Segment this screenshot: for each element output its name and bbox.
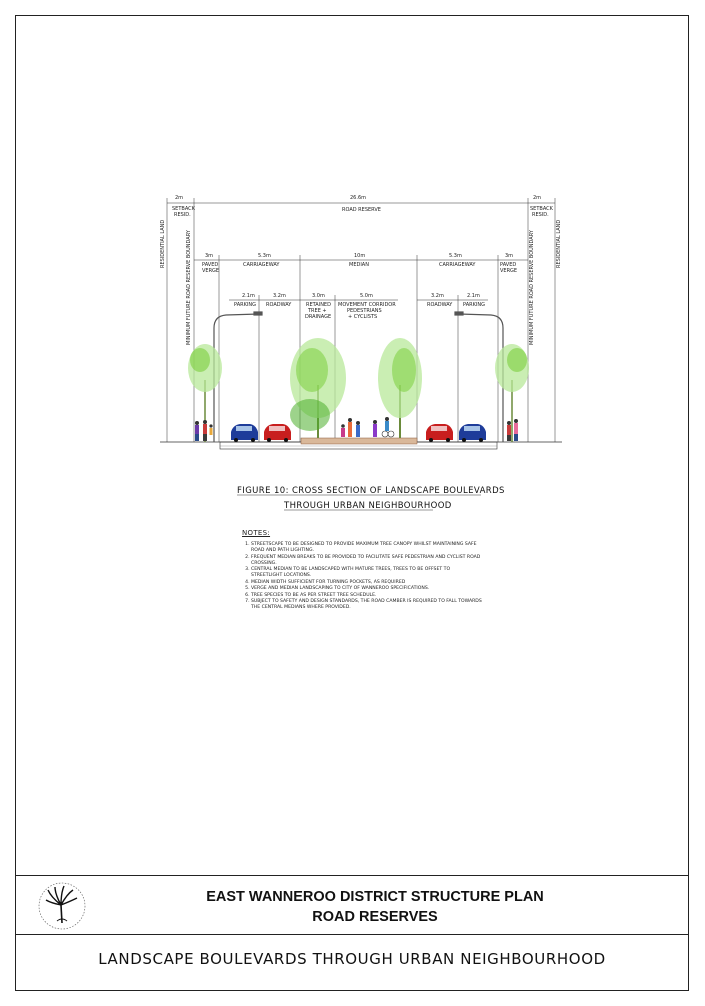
paved-verge-left-label: PAVED VERGE	[202, 262, 220, 274]
boundary-right-label: MINIMUM FUTURE ROAD RESERVE BOUNDARY	[529, 230, 535, 345]
roadway-left-width: 3.2m	[273, 293, 286, 299]
note-item: 7. SUBJECT TO SAFETY AND DESIGN STANDARDS, THE ROAD CAMBER IS REQUIRED TO FALL TOWARDS THE CENTRAL MEDIANS WHERE PROVIDED.	[251, 599, 482, 611]
carriageway-right-label: CARRIAGEWAY	[439, 262, 476, 268]
corridor-label: MOVEMENT CORRIDOR PEDESTRIANS + CYCLISTS	[338, 302, 396, 320]
paved-verge-left-width: 3m	[205, 253, 214, 259]
parking-right-width: 2.1m	[467, 293, 480, 299]
setback-left-label: SETBACK RESID.	[172, 206, 195, 218]
title-block	[15, 875, 689, 991]
pedestrians-median	[341, 417, 394, 437]
corridor-width: 5.0m	[360, 293, 373, 299]
car-blue-left	[231, 424, 258, 442]
carriageway-right-width: 5.3m	[449, 253, 462, 259]
roadway-right-width: 3.2m	[431, 293, 444, 299]
median-soil	[301, 438, 417, 444]
car-red-right	[426, 424, 453, 442]
note-item: 5. VERGE AND MEDIAN LANDSCAPING TO CITY OF WANNEROO SPECIFICATIONS.	[251, 586, 482, 592]
road-reserve-label: ROAD RESERVE	[342, 207, 381, 213]
notes-heading: NOTES:	[242, 529, 271, 537]
notes-section	[242, 530, 482, 612]
setback-right-label: SETBACK RESID.	[530, 206, 553, 218]
car-red-left	[264, 424, 291, 442]
street-light-left	[214, 312, 262, 442]
tree-median-right	[378, 338, 422, 438]
figure-caption-line2: THROUGH URBAN NEIGHBOURHOOD	[284, 501, 452, 511]
note-item: 2. FREQUENT MEDIAN BREAKS TO BE PROVIDED TO FACILITATE SAFE PEDESTRIAN AND CYCLIST ROAD CROSSING.	[251, 555, 482, 567]
roadway-left-label: ROADWAY	[266, 302, 292, 308]
road-reserve-width: 26.6m	[350, 195, 367, 201]
carriageway-left-label: CARRIAGEWAY	[243, 262, 280, 268]
tree-median-left	[290, 338, 346, 438]
paved-verge-right-width: 3m	[505, 253, 514, 259]
road-reserve-dimensions	[167, 198, 555, 442]
note-item: 4. MEDIAN WIDTH SUFFICIENT FOR TURNING POCKETS, AS REQUIRED	[251, 580, 482, 586]
retained-label: RETAINED TREE + DRAINAGE	[305, 302, 332, 320]
note-item: 3. CENTRAL MEDIAN TO BE LANDSCAPED WITH MATURE TREES, TREES TO BE OFFSET TO STREETLIGHT LOCATIONS.	[251, 567, 482, 579]
median-label: MEDIAN	[349, 262, 369, 268]
carriageway-left-width: 5.3m	[258, 253, 271, 259]
plan-title: EAST WANNEROO DISTRICT STRUCTURE PLAN	[206, 889, 544, 905]
residential-land-right-label: RESIDENTIAL LAND	[556, 219, 562, 268]
roadway-right-label: ROADWAY	[427, 302, 453, 308]
sheet-title: LANDSCAPE BOULEVARDS THROUGH URBAN NEIGHBOURHOOD	[98, 950, 606, 968]
boundary-left-label: MINIMUM FUTURE ROAD RESERVE BOUNDARY	[186, 230, 192, 345]
tree-right-verge	[495, 344, 529, 442]
car-blue-right	[459, 424, 486, 442]
note-item: 6. TREE SPECIES TO BE AS PER STREET TREE SCHEDULE.	[251, 593, 482, 599]
paved-verge-right-label: PAVED VERGE	[500, 262, 518, 274]
residential-land-left-label: RESIDENTIAL LAND	[160, 219, 166, 268]
note-item: 1. STREETSCAPE TO BE DESIGNED TO PROVIDE MAXIMUM TREE CANOPY WHILST MAINTAINING SAFE ROAD AND PATH LIGHTING.	[251, 542, 482, 554]
setback-left-width: 2m	[175, 195, 184, 201]
parking-left-width: 2.1m	[242, 293, 255, 299]
plan-subtitle: ROAD RESERVES	[312, 909, 438, 925]
notes-list	[242, 542, 482, 611]
parking-left-label: PARKING	[234, 302, 256, 308]
pedestrians-left	[195, 420, 213, 441]
median-width: 10m	[354, 253, 366, 259]
retained-width: 3.0m	[312, 293, 325, 299]
street-light-right	[455, 312, 503, 442]
title-block-divider	[15, 934, 689, 935]
wanneroo-logo-icon	[37, 881, 87, 931]
ground-line	[160, 438, 562, 449]
setback-right-width: 2m	[533, 195, 542, 201]
figure-caption-line1: FIGURE 10: CROSS SECTION OF LANDSCAPE BOULEVARDS	[237, 486, 505, 496]
parking-right-label: PARKING	[463, 302, 485, 308]
